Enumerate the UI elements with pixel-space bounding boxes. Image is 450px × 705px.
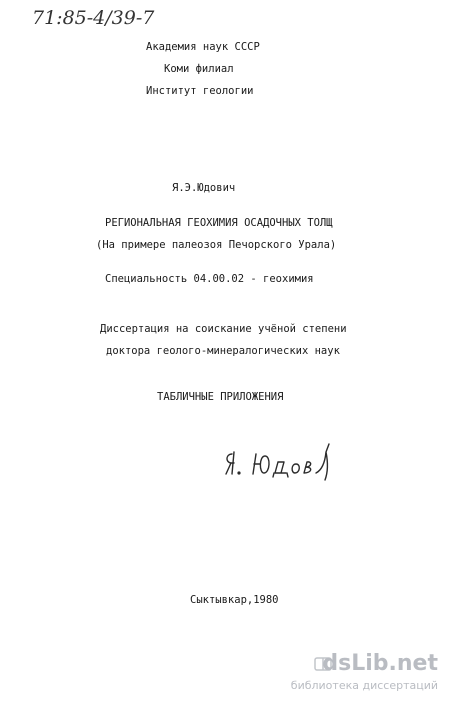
institution-academy: Академия наук СССР: [146, 41, 260, 53]
watermark: [260, 651, 440, 699]
title-subtitle: (На примере палеозоя Печорского Урала): [96, 239, 337, 251]
archive-code: 71:85-4/39-7: [32, 7, 155, 29]
author-name: Я.Э.Юдович: [172, 182, 236, 194]
dissertation-line-1: Диссертация на соискание учёной степени: [100, 323, 347, 335]
signature-icon: [222, 440, 352, 490]
place-year: Сыктывкар,1980: [190, 594, 279, 606]
section-title: ТАБЛИЧНЫЕ ПРИЛОЖЕНИЯ: [157, 391, 284, 403]
watermark-subtitle: библиотека диссертаций: [290, 679, 438, 692]
handwritten-signature: [222, 440, 352, 490]
dissertation-line-2: доктора геолого-минералогических наук: [106, 345, 340, 357]
specialty-line: Специальность 04.00.02 - геохимия: [105, 273, 314, 285]
institution-branch: Коми филиал: [164, 63, 234, 75]
watermark-logo: dsLib.net: [322, 651, 438, 676]
institution-institute: Институт геологии: [146, 85, 254, 97]
title-main: РЕГИОНАЛЬНАЯ ГЕОХИМИЯ ОСАДОЧНЫХ ТОЛЩ: [105, 217, 333, 229]
